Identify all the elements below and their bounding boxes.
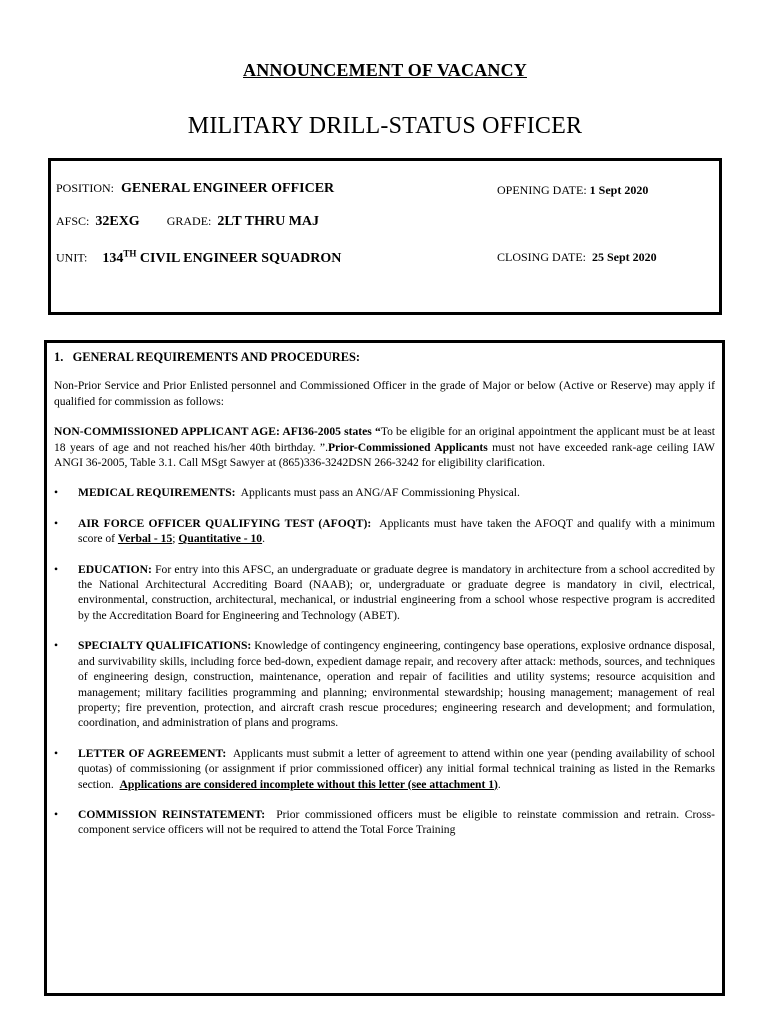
- unit-label: UNIT:: [56, 250, 88, 265]
- position-row: [56, 181, 334, 197]
- grade-value: 2LT THRU MAJ: [217, 214, 320, 229]
- letter-of-agreement-lead: LETTER OF AGREEMENT:: [78, 746, 227, 760]
- section-heading: 1. GENERAL REQUIREMENTS AND PROCEDURES:: [54, 350, 361, 364]
- unit-row: [56, 248, 341, 267]
- afoqt-lead: AIR FORCE OFFICER QUALIFYING TEST (AFOQT):: [78, 516, 372, 530]
- medical-lead: MEDICAL REQUIREMENTS:: [78, 486, 236, 500]
- announcement-subtitle: MILITARY DRILL-STATUS OFFICER: [187, 113, 583, 139]
- letter-of-agreement-end: .: [497, 777, 501, 791]
- reinstatement-lead: COMMISSION REINSTATEMENT:: [78, 807, 266, 821]
- intro-paragraph: Non-Prior Service and Prior Enlisted personnel and Commissioned Officer in the grade of Major or below (Active or Reserve) may apply if qualified for commission as follows:: [54, 379, 715, 408]
- education-text: For entry into this AFSC, an undergraduate or graduate degree is mandatory in architecture from a school accredited by the National Architectural Accrediting Board (NAAB); or, undergraduate or graduate degree is mandatory in civil, electrical, environmental, construction, architectural, mechanical, or industrial engineering from a school whose respective program is accredited by the Accreditation Board for Engineering and Technology (ABET).: [78, 562, 715, 622]
- prior-commissioned-label: Prior-Commissioned Applicants: [327, 440, 488, 454]
- afoqt-quantitative-score: Quantitative - 10: [178, 532, 263, 546]
- closing-date-row: [497, 250, 657, 265]
- letter-of-agreement-warning: Applications are considered incomplete without this letter (see attachment 1): [119, 777, 498, 791]
- list-item-specialty: [54, 638, 715, 730]
- bullet-icon: •: [54, 516, 59, 530]
- afoqt-text: Applicants must have taken the AFOQT and qualify with a minimum score of: [78, 516, 718, 546]
- closing-date-label: CLOSING DATE:: [497, 250, 586, 264]
- afoqt-separator: ;: [172, 532, 179, 546]
- position-info-box: [48, 158, 722, 315]
- bullet-icon: •: [54, 639, 59, 653]
- position-label: POSITION:: [56, 181, 115, 195]
- opening-date-value: 1 Sept 2020: [589, 183, 649, 197]
- list-item-commission-reinstatement: [54, 807, 715, 838]
- medical-text: Applicants must pass an ANG/AF Commissioning Physical.: [235, 486, 520, 500]
- afsc-label: AFSC:: [56, 214, 90, 228]
- bullet-icon: •: [54, 807, 59, 821]
- specialty-lead: SPECIALTY QUALIFICATIONS:: [78, 639, 252, 653]
- opening-date-row: [497, 183, 648, 198]
- opening-date-label: OPENING DATE:: [497, 183, 587, 197]
- education-lead: EDUCATION:: [78, 562, 152, 576]
- age-lead: NON-COMMISSIONED APPLICANT AGE: AFI36-2005 states “: [54, 425, 381, 439]
- list-item-afoqt: [54, 516, 718, 547]
- requirements-list: [54, 485, 718, 837]
- age-text-2: must not have exceeded rank-age ceiling IAW ANGI 36-2005, Table 3.1. Call MSgt Sawyer at (865)336-3242DSN 266-3242 for eligibility clarification.: [54, 440, 715, 470]
- specialty-text: Knowledge of contingency engineering, contingency base operations, explosive ordnance disposal, and survivability skills, including force bed-down, expedient damage repair, and recovery after attack: methods, sources, and techniques of engineering design, construction, maintenance, operation and repair of facilities and utility systems; resource acquisition and management; military facilities programming and planning; environmental stewardship; housing management; management of real property; fire prevention, protection, and aircraft crash rescue procedures; engineering research and development; and formulation, coordination, and administration of plans and programs.: [78, 639, 715, 730]
- unit-ordinal-suffix: TH: [123, 248, 137, 258]
- age-paragraph: [54, 424, 715, 470]
- bullet-icon: •: [54, 486, 59, 500]
- afoqt-verbal-score: Verbal - 15: [117, 532, 173, 546]
- closing-date-value: 25 Sept 2020: [592, 250, 657, 264]
- reinstatement-text: Prior commissioned officers must be eligible to reinstate commission and retrain. Cross-component service officers will not be required to attend the Total Force Training: [78, 807, 715, 837]
- unit-number: 134: [102, 250, 124, 266]
- bullet-icon: •: [54, 746, 59, 760]
- grade-label: GRADE:: [166, 214, 212, 228]
- list-item-letter-of-agreement: [54, 746, 718, 792]
- age-text: To be eligible for an original appointment the applicant must be at least 18 years of age and not reached his/her 40th birthday. ”.: [54, 425, 715, 454]
- unit-name: CIVIL ENGINEER SQUADRON: [136, 250, 342, 266]
- afoqt-end: .: [262, 532, 266, 546]
- announcement-title: ANNOUNCEMENT OF VACANCY: [243, 60, 527, 80]
- list-item-medical: [54, 485, 715, 500]
- afsc-value: 32EXG: [95, 214, 140, 229]
- afsc-row: [56, 214, 319, 230]
- position-value: GENERAL ENGINEER OFFICER: [121, 181, 335, 196]
- letter-of-agreement-text: Applicants must submit a letter of agreement to attend within one year (pending availability of school quotas) of commissioning (or assignment if prior commissioned officer) any initial formal technical training as listed in the Remarks section.: [78, 746, 718, 791]
- unit-value: [102, 248, 342, 266]
- bullet-icon: •: [54, 562, 59, 576]
- requirements-box: [44, 340, 725, 996]
- list-item-education: [54, 562, 715, 624]
